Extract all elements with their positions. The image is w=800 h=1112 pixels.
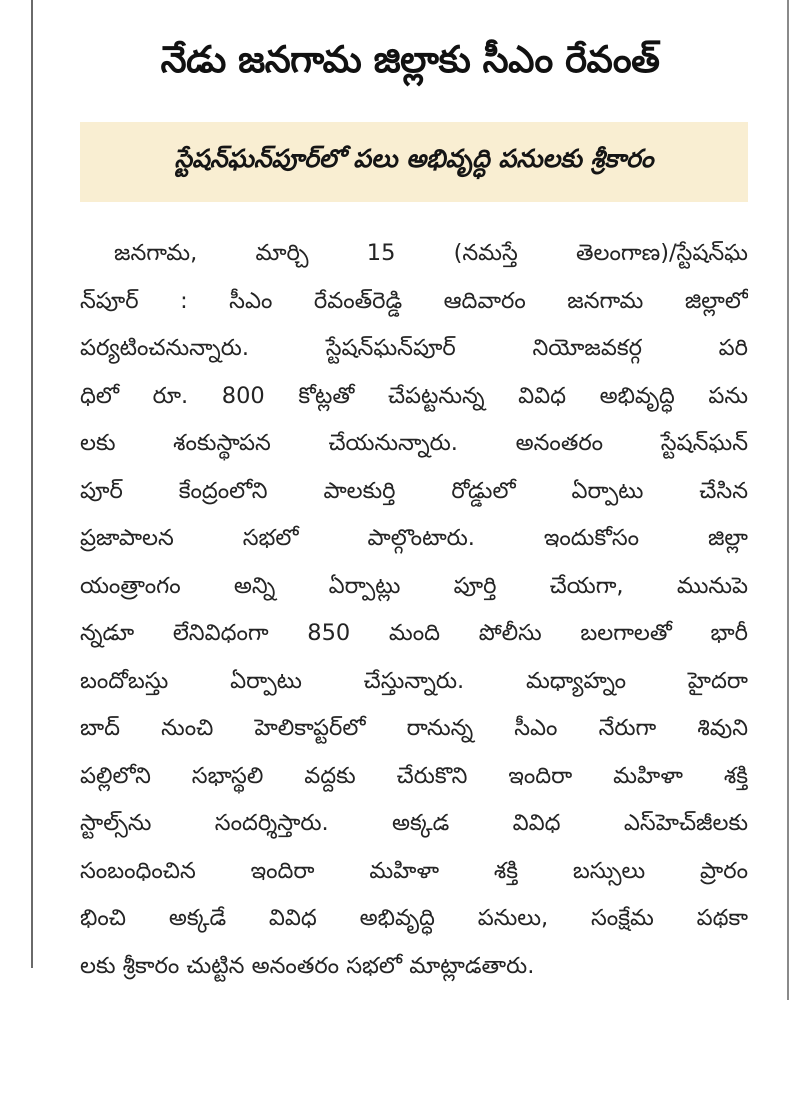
body-line: యంత్రాంగం అన్ని ఏర్పాట్లు పూర్తి చేయగా, మునుపె	[80, 572, 748, 599]
article-body	[80, 230, 748, 990]
body-line: లకు శంకుస్థాపన చేయనున్నారు. అనంతరం స్టేషన్‌ఘన్	[80, 430, 748, 456]
body-line: న్‌పూర్ : సీఎం రేవంత్‌రెడ్డి ఆదివారం జనగామ జిల్లాలో	[80, 287, 748, 314]
column-rule-left	[31, 0, 33, 968]
article-subheadline: స్టేషన్‌ఘన్‌పూర్‌లో పలు అభివృద్ధి పనులకు శ్రీకారం	[174, 144, 654, 173]
subheadline-box	[80, 122, 748, 202]
article-headline: నేడు జనగామ జిల్లాకు సీఎం రేవంత్	[160, 38, 660, 81]
body-line: ధిలో రూ. 800 కోట్లతో చేపట్టనున్న వివిధ అభివృద్ధి పను	[80, 382, 748, 409]
body-line: పూర్ కేంద్రంలోని పాలకుర్తి రోడ్డులో ఏర్పాటు చేసిన	[80, 477, 748, 504]
body-line: సంబంధించిన ఇందిరా మహిళా శక్తి బస్సులు ప్రారం	[80, 857, 748, 884]
body-line: న్నడూ లేనివిధంగా 850 మంది పోలీసు బలగాలతో భారీ	[80, 620, 748, 646]
body-line: స్టాల్స్‌ను సందర్శిస్తారు. అక్కడ వివిధ ఎస్‌హెచ్‌జీలకు	[80, 810, 748, 836]
body-line: భించి అక్కడే వివిధ అభివృద్ధి పనులు, సంక్షేమ పథకా	[80, 905, 748, 931]
body-line: బాద్ నుంచి హెలికాప్టర్‌లో రానున్న సీఎం నేరుగా శివుని	[80, 715, 748, 741]
body-line: పల్లిలోని సభాస్థలి వద్దకు చేరుకొని ఇందిరా మహిళా శక్తి	[80, 762, 748, 789]
column-rule-right	[787, 0, 789, 1000]
body-line: బందోబస్తు ఏర్పాటు చేస్తున్నారు. మధ్యాహ్నం హైదరా	[80, 667, 748, 694]
body-line: జనగామ, మార్చి 15 (నమస్తే తెలంగాణ)/స్టేషన్‌ఘ	[114, 240, 748, 266]
body-line: ప్రజాపాలన సభలో పాల్గొంటారు. ఇందుకోసం జిల్లా	[80, 525, 748, 551]
body-line: పర్యటించనున్నారు. స్టేషన్‌ఘన్‌పూర్ నియోజవకర్గ పరి	[80, 335, 748, 361]
body-line: లకు శ్రీకారం చుట్టిన అనంతరం సభలో మాట్లాడతారు.	[80, 952, 535, 979]
